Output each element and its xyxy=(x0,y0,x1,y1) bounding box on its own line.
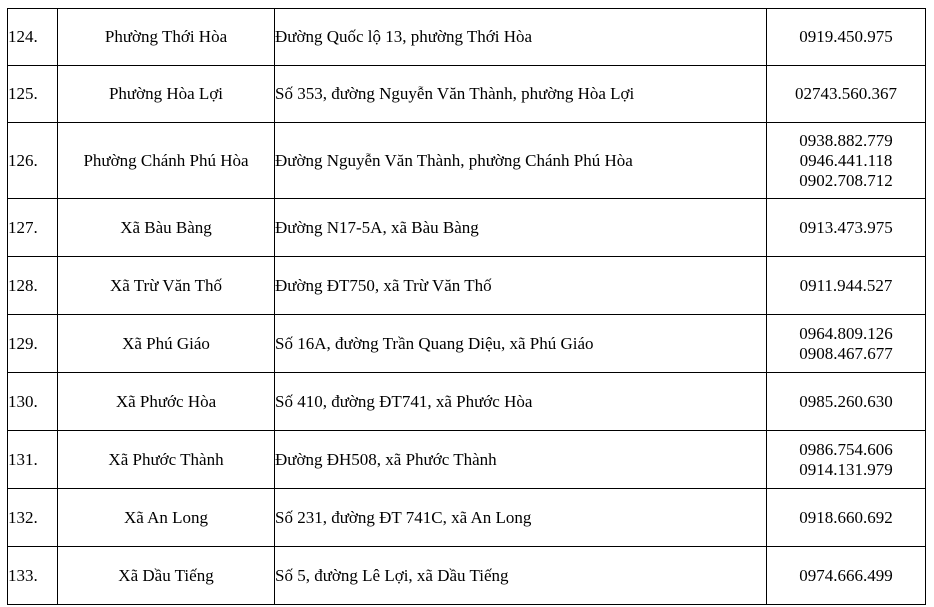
row-number: 131. xyxy=(8,431,58,489)
table-row xyxy=(8,123,926,199)
phone-cell xyxy=(767,9,926,66)
row-number: 133. xyxy=(8,547,58,605)
phone-number: 0918.660.692 xyxy=(799,507,893,527)
unit-address: Đường N17-5A, xã Bàu Bàng xyxy=(275,199,767,257)
phone-number: 0986.754.606 xyxy=(799,439,893,459)
unit-name: Xã An Long xyxy=(58,489,275,547)
phone-cell xyxy=(767,257,926,315)
phone-number: 0908.467.677 xyxy=(799,343,893,363)
row-number: 128. xyxy=(8,257,58,315)
phone-cell xyxy=(767,315,926,373)
phone-cell xyxy=(767,123,926,199)
unit-address: Số 410, đường ĐT741, xã Phước Hòa xyxy=(275,373,767,431)
table-row xyxy=(8,547,926,605)
phone-number: 0913.473.975 xyxy=(799,217,893,237)
row-number: 132. xyxy=(8,489,58,547)
phone-cell xyxy=(767,431,926,489)
phone-number: 0946.441.118 xyxy=(799,150,893,170)
row-number: 126. xyxy=(8,123,58,199)
phone-cell xyxy=(767,489,926,547)
row-number: 124. xyxy=(8,9,58,66)
unit-address: Số 353, đường Nguyễn Văn Thành, phường Hòa Lợi xyxy=(275,66,767,123)
unit-name: Phường Chánh Phú Hòa xyxy=(58,123,275,199)
row-number: 127. xyxy=(8,199,58,257)
row-number: 130. xyxy=(8,373,58,431)
table-row xyxy=(8,9,926,66)
phone-number: 0964.809.126 xyxy=(799,323,893,343)
phone-number: 0985.260.630 xyxy=(799,391,893,411)
table-row xyxy=(8,373,926,431)
phone-cell xyxy=(767,199,926,257)
unit-name: Xã Phước Thành xyxy=(58,431,275,489)
phone-number: 0902.708.712 xyxy=(799,170,893,190)
table-row xyxy=(8,489,926,547)
unit-name: Phường Hòa Lợi xyxy=(58,66,275,123)
unit-address: Số 16A, đường Trần Quang Diệu, xã Phú Giáo xyxy=(275,315,767,373)
unit-name: Phường Thới Hòa xyxy=(58,9,275,66)
phone-number: 0911.944.527 xyxy=(799,275,893,295)
phone-number: 0938.882.779 xyxy=(799,130,893,150)
phone-cell xyxy=(767,66,926,123)
phone-cell xyxy=(767,373,926,431)
unit-address: Đường Quốc lộ 13, phường Thới Hòa xyxy=(275,9,767,66)
contact-table xyxy=(7,8,926,605)
unit-name: Xã Dầu Tiếng xyxy=(58,547,275,605)
unit-address: Đường Nguyễn Văn Thành, phường Chánh Phú Hòa xyxy=(275,123,767,199)
unit-name: Xã Phước Hòa xyxy=(58,373,275,431)
row-number: 129. xyxy=(8,315,58,373)
table-row xyxy=(8,315,926,373)
unit-address: Số 231, đường ĐT 741C, xã An Long xyxy=(275,489,767,547)
phone-number: 0914.131.979 xyxy=(799,459,893,479)
unit-address: Đường ĐT750, xã Trừ Văn Thố xyxy=(275,257,767,315)
unit-address: Đường ĐH508, xã Phước Thành xyxy=(275,431,767,489)
phone-cell xyxy=(767,547,926,605)
table-row xyxy=(8,66,926,123)
unit-name: Xã Trừ Văn Thố xyxy=(58,257,275,315)
unit-name: Xã Bàu Bàng xyxy=(58,199,275,257)
table-row xyxy=(8,257,926,315)
unit-address: Số 5, đường Lê Lợi, xã Dầu Tiếng xyxy=(275,547,767,605)
phone-number: 0919.450.975 xyxy=(799,27,893,46)
phone-number: 02743.560.367 xyxy=(795,84,897,103)
table-row xyxy=(8,199,926,257)
table-row xyxy=(8,431,926,489)
phone-number: 0974.666.499 xyxy=(799,565,893,585)
row-number: 125. xyxy=(8,66,58,123)
unit-name: Xã Phú Giáo xyxy=(58,315,275,373)
